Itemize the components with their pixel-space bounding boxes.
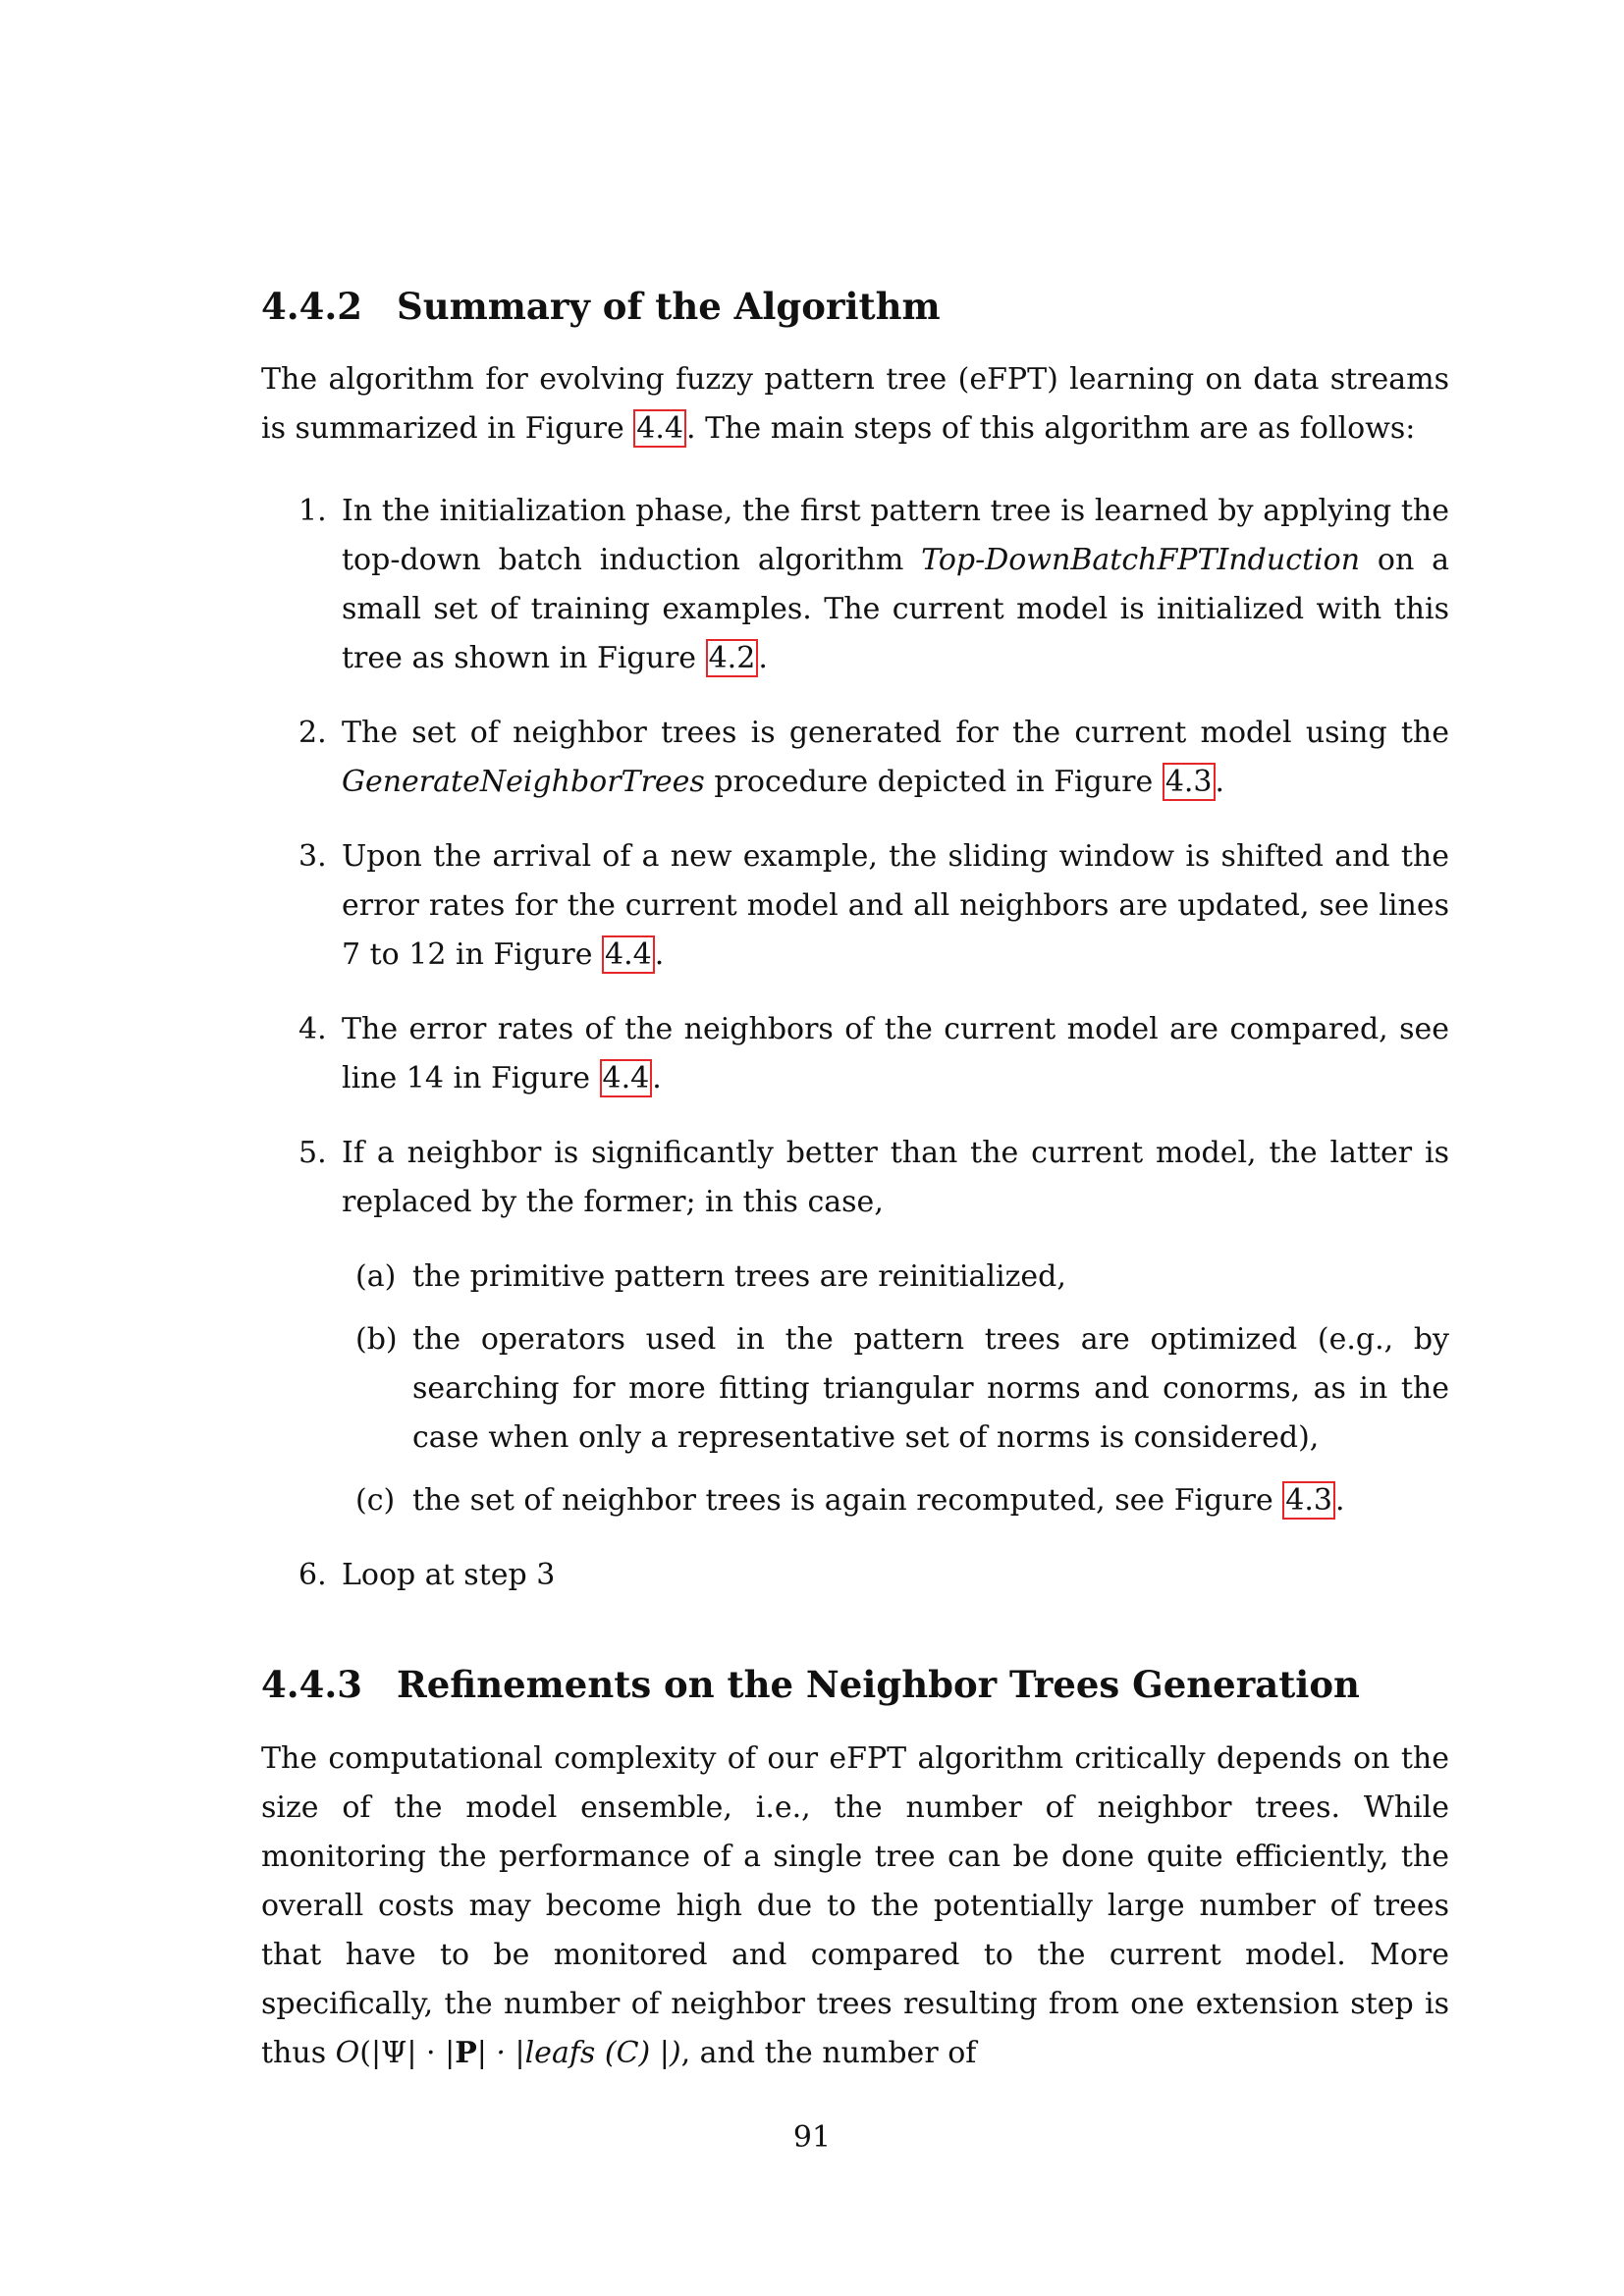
figure-link-4-4[interactable]: 4.4 (633, 409, 686, 448)
figure-link-4-3[interactable]: 4.3 (1163, 763, 1216, 801)
figure-link-4-3[interactable]: 4.3 (1282, 1481, 1335, 1520)
substeps-list (342, 1253, 1449, 1525)
algorithm-steps-list (261, 487, 1449, 1600)
list-item: 4. The error rates of the neighbors of the current model are compared, see line 14 in Figure 4.4 . (298, 1012, 1449, 1096)
section-number: 4.4.2 (261, 285, 362, 328)
figure-link-4-2[interactable]: 4.2 (706, 639, 759, 677)
section-title: Summary of the Algorithm (397, 285, 941, 328)
page-content (261, 285, 1449, 2078)
list-item: 1. In the initialization phase, the first pattern tree is learned by applying the top-down batch induction algorithm Top-DownBatchFPTInduction on a small set of training examples. The current model is initialized with this tree as shown in Figure 4.2 . (298, 494, 1449, 676)
complexity-paragraph: The computational complexity of our eFPT algorithm critically depends on the size of the model ensemble, i.e., the number of neighbor trees. While monitoring the performance of a single tree can be done quite efficiently, the overall costs may become high due to the potentially large number of trees that have to be monitored and compared to the current model. More specifically, the number of neighbor trees resulting from one extension step is thus O(|Ψ| · |P| · |leafs (C) |), and the number of (261, 1740, 1449, 2070)
list-item: (a) the primitive pattern trees are reinitialized, (355, 1259, 1066, 1295)
complexity-formula: O(|Ψ| · |P| · |leafs (C) |) (335, 2035, 681, 2070)
list-item: (b) the operators used in the pattern trees are optimized (e.g., by searching for more fitting triangular norms and conorms, as in the case when only a representative set of norms is considered), (355, 1322, 1449, 1456)
section-heading-4-4-2 (261, 285, 1449, 328)
section-title: Refinements on the Neighbor Trees Generation (397, 1663, 1360, 1707)
page-number: 91 (792, 2120, 832, 2155)
section-number: 4.4.3 (261, 1663, 362, 1707)
list-item: 2. The set of neighbor trees is generated for the current model using the GenerateNeighborTrees procedure depicted in Figure 4.3 . (298, 716, 1449, 800)
list-item: (c) the set of neighbor trees is again recomputed, see Figure 4.3 . (355, 1483, 1345, 1519)
intro-paragraph: The algorithm for evolving fuzzy pattern tree (eFPT) learning on data streams is summarized in Figure 4.4 . The main steps of this algorithm are as follows: (261, 362, 1449, 447)
figure-link-4-4[interactable]: 4.4 (600, 1059, 653, 1097)
figure-link-4-4[interactable]: 4.4 (602, 935, 655, 974)
list-item: 6. Loop at step 3 (298, 1558, 556, 1593)
algorithm-name: Top-DownBatchFPTInduction (921, 543, 1361, 578)
procedure-name: GenerateNeighborTrees (342, 765, 705, 800)
list-item: 3. Upon the arrival of a new example, the sliding window is shifted and the error rates for the current model and all neighbors are updated, see lines 7 to 12 in Figure 4.4 . (298, 839, 1449, 973)
list-item: 5. If a neighbor is significantly better than the current model, the latter is replaced by the former; in this case, (a) the primitive pattern trees are reinitialized, (b) the operators used in the pattern trees are optimized (e.g., by searching for more fitting triangular norms and conorms, as in the case when only a representative set of norms is considered), (c) the set of neighbor trees is again recomputed, see Figure 4.3 . (261, 1129, 1449, 1525)
section-heading-4-4-3 (261, 1663, 1449, 1706)
